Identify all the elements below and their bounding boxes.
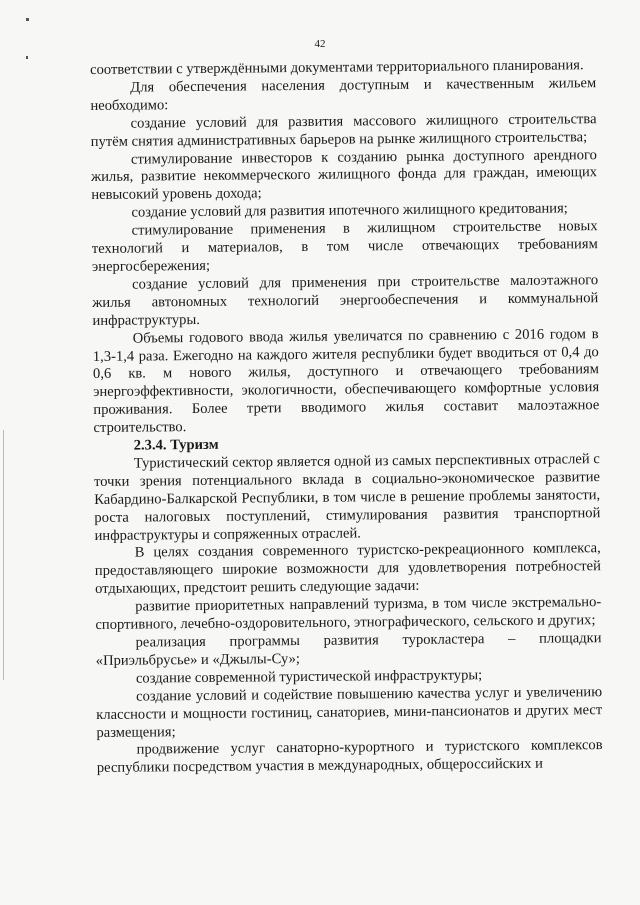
list-item: создание условий и содействие повышению качества услуг и увеличению классности и мощности гостиниц, санаториев, мини-пансионатов и других мест размещения;	[96, 683, 603, 741]
list-item: продвижение услуг санаторно-курортного и туристского комплексов республики посредством участия в международных, общероссийских и	[96, 737, 603, 777]
list-item: стимулирование инвесторов к созданию рынка доступного арендного жилья, развитие некоммерческого жилищного фонда для граждан, имеющих невысокий уровень дохода;	[91, 146, 598, 204]
list-item: стимулирование применения в жилищном строительстве новых технологий и материалов, в том числе отвечающих требованиям энергосбережения;	[91, 218, 598, 275]
paragraph: Объемы годового ввода жилья увеличатся по сравнению с 2016 годом в 1,3-1,4 раза. Ежегодно на каждого жителя республики будет вводиться от 0,4 до 0,6 кв. м нового жилья, доступного и отвечающего требованиям энергоэффективности, экологичности, обеспечивающего комфортные условия проживания. Более трети вводимого жилья составит малоэтажное строительство.	[92, 325, 600, 437]
section-heading: 2.3.4. Туризм	[133, 436, 219, 454]
paragraph: соответствии с утверждёнными документами территориального планирования.	[90, 57, 584, 78]
paragraph: В целях создания современного туристско-рекреационного комплекса, предоставляющего широкие возможности для удовлетворения потребностей отдыхающих, предстоит решить следующие задачи:	[94, 540, 601, 598]
scan-speck	[26, 56, 28, 59]
paragraph: Для обеспечения населения доступным и качественным жильем необходимо:	[90, 75, 597, 114]
page-number: 42	[314, 38, 326, 50]
list-item: создание условий для развития ипотечного жилищного кредитования;	[131, 200, 568, 221]
list-item: реализация программы развития турокластера – площадки «Приэльбрусье» и «Джылы-Су»;	[95, 630, 602, 669]
list-item: создание условий для развития массового жилищного строительства путём снятия административных барьеров на рынке жилищного строительства;	[90, 110, 597, 150]
document-body	[90, 57, 603, 778]
list-item: развитие приоритетных направлений туризма, в том числе экстремально-спортивного, лечебно-оздоровительного, этнографического, сельского и других;	[95, 594, 602, 634]
scan-edge-line	[3, 430, 4, 680]
scan-speck	[26, 18, 29, 21]
paragraph: Туристический сектор является одной из самых перспективных отраслей с точки зрения потенциального вклада в социально-экономическое развитие Кабардино-Балкарской Республики, в том числе в решение проблемы занятости, роста налоговых поступлений, стимулирования развития транспортной инфраструктуры и сопряженных отраслей.	[93, 451, 601, 544]
list-item: создание условий для применения при строительстве малоэтажного жилья автономных технологий энергообеспечения и коммунальной инфраструктуры.	[92, 272, 599, 329]
list-item: создание современной туристической инфраструктуры;	[135, 667, 483, 687]
